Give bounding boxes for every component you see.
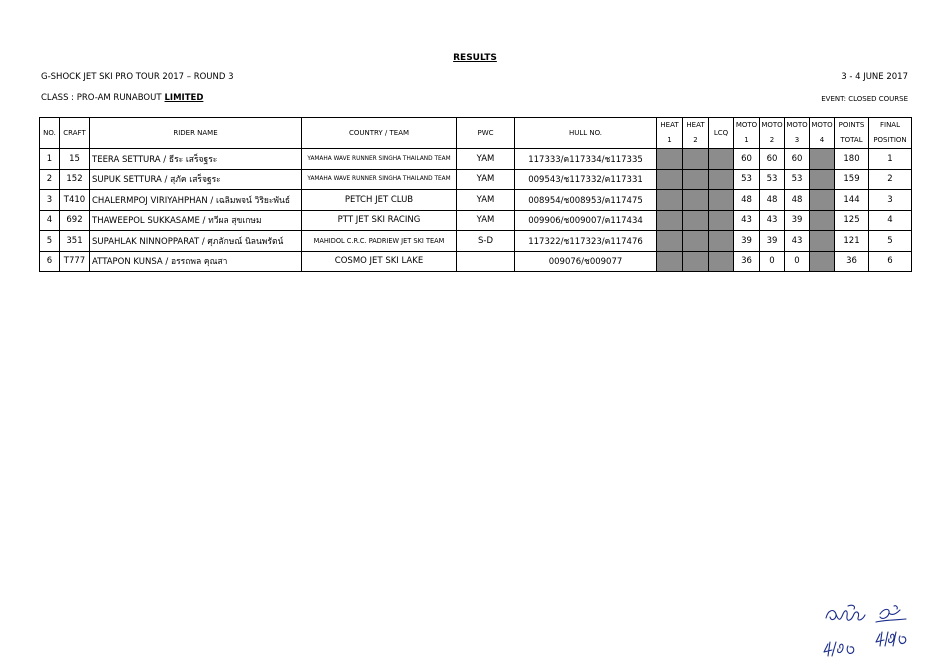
cell-heat1 (657, 169, 683, 190)
cell-heat2 (683, 190, 709, 211)
cell-position: 3 (869, 190, 912, 211)
signature-underline-right (876, 619, 906, 622)
cell-heat2 (683, 231, 709, 252)
cell-position: 6 (869, 251, 912, 272)
cell-rider: THAWEEPOL SUKKASAME / ทวีผล สุขเกษม (90, 210, 302, 231)
cell-rider: CHALERMPOJ VIRIYAHPHAN / เฉลิมพจน์ วิริยะพันธ์ (90, 190, 302, 211)
cell-hull: 009906/ช009007/ค117434 (515, 210, 657, 231)
cell-heat2 (683, 149, 709, 170)
cell-team: PETCH JET CLUB (302, 190, 457, 211)
cell-moto3: 53 (785, 169, 810, 190)
cell-heat2 (683, 169, 709, 190)
cell-craft: 692 (60, 210, 90, 231)
col-craft: CRAFT (60, 118, 90, 149)
cell-team: YAMAHA WAVE RUNNER SINGHA THAILAND TEAM (302, 149, 457, 170)
cell-moto1: 60 (734, 149, 760, 170)
cell-position: 2 (869, 169, 912, 190)
cell-position: 1 (869, 149, 912, 170)
cell-hull: 009076/ช009077 (515, 251, 657, 272)
cell-moto4 (810, 149, 835, 170)
cell-team: YAMAHA WAVE RUNNER SINGHA THAILAND TEAM (302, 169, 457, 190)
col-moto1-num: 1 (734, 133, 760, 149)
col-heat1: HEAT (657, 118, 683, 134)
cell-moto3: 39 (785, 210, 810, 231)
cell-craft: 351 (60, 231, 90, 252)
cell-heat1 (657, 210, 683, 231)
event-dates: 3 - 4 JUNE 2017 (841, 72, 908, 82)
cell-lcq (709, 190, 734, 211)
event-name: G-SHOCK JET SKI PRO TOUR 2017 – ROUND 3 (41, 72, 234, 82)
col-lcq: LCQ (709, 118, 734, 149)
class-limited: LIMITED (164, 93, 204, 103)
col-final: FINAL (869, 118, 912, 134)
cell-heat1 (657, 251, 683, 272)
col-moto4: MOTO (810, 118, 835, 134)
cell-lcq (709, 149, 734, 170)
cell-moto3: 48 (785, 190, 810, 211)
cell-heat2 (683, 251, 709, 272)
cell-hull: 009543/ช117332/ค117331 (515, 169, 657, 190)
cell-heat1 (657, 149, 683, 170)
cell-moto2: 0 (760, 251, 785, 272)
cell-no: 4 (40, 210, 60, 231)
cell-craft: T777 (60, 251, 90, 272)
cell-no: 6 (40, 251, 60, 272)
cell-hull: 117333/ค117334/ช117335 (515, 149, 657, 170)
cell-pwc: YAM (457, 190, 515, 211)
cell-moto2: 43 (760, 210, 785, 231)
cell-no: 5 (40, 231, 60, 252)
cell-rider: SUPAHLAK NINNOPPARAT / ศุภลักษณ์ นิลนพรัตน์ (90, 231, 302, 252)
table-row (40, 169, 912, 190)
cell-moto2: 39 (760, 231, 785, 252)
page-title: RESULTS (453, 53, 497, 63)
cell-moto4 (810, 231, 835, 252)
cell-heat1 (657, 231, 683, 252)
cell-hull: 008954/ช008953/ค117475 (515, 190, 657, 211)
cell-moto4 (810, 210, 835, 231)
cell-lcq (709, 210, 734, 231)
results-table (39, 117, 912, 272)
col-final-position: POSITION (869, 133, 912, 149)
cell-pwc: YAM (457, 149, 515, 170)
table-row (40, 149, 912, 170)
table-row (40, 190, 912, 211)
cell-hull: 117322/ช117323/ค117476 (515, 231, 657, 252)
col-heat2: HEAT (683, 118, 709, 134)
signature-stroke-left (826, 611, 865, 621)
cell-no: 2 (40, 169, 60, 190)
cell-moto3: 43 (785, 231, 810, 252)
col-moto4-num: 4 (810, 133, 835, 149)
cell-rider: SUPUK SETTURA / สุภัค เสร็จฐระ (90, 169, 302, 190)
cell-lcq (709, 251, 734, 272)
cell-lcq (709, 169, 734, 190)
cell-position: 5 (869, 231, 912, 252)
cell-moto1: 36 (734, 251, 760, 272)
col-heat1-num: 1 (657, 133, 683, 149)
col-points-total: TOTAL (835, 133, 869, 149)
cell-moto2: 60 (760, 149, 785, 170)
col-team: COUNTRY / TEAM (302, 118, 457, 149)
cell-craft: T410 (60, 190, 90, 211)
event-type: EVENT: CLOSED COURSE (821, 95, 908, 103)
cell-moto1: 39 (734, 231, 760, 252)
cell-pwc: S-D (457, 231, 515, 252)
cell-moto1: 43 (734, 210, 760, 231)
cell-no: 3 (40, 190, 60, 211)
signature-date-left (824, 642, 854, 656)
cell-moto4 (810, 251, 835, 272)
cell-craft: 152 (60, 169, 90, 190)
col-no: NO. (40, 118, 60, 149)
cell-moto3: 0 (785, 251, 810, 272)
cell-team: COSMO JET SKI LAKE (302, 251, 457, 272)
cell-moto2: 53 (760, 169, 785, 190)
cell-moto1: 48 (734, 190, 760, 211)
signature-date-right (876, 632, 906, 646)
cell-moto2: 48 (760, 190, 785, 211)
cell-team: PTT JET SKI RACING (302, 210, 457, 231)
col-moto3-num: 3 (785, 133, 810, 149)
cell-total: 180 (835, 149, 869, 170)
col-moto3: MOTO (785, 118, 810, 134)
cell-moto1: 53 (734, 169, 760, 190)
cell-rider: ATTAPON KUNSA / อรรถพล คุณสา (90, 251, 302, 272)
col-hull: HULL NO. (515, 118, 657, 149)
cell-no: 1 (40, 149, 60, 170)
cell-total: 159 (835, 169, 869, 190)
cell-total: 121 (835, 231, 869, 252)
table-row (40, 251, 912, 272)
cell-pwc: YAM (457, 210, 515, 231)
cell-moto4 (810, 190, 835, 211)
col-moto2: MOTO (760, 118, 785, 134)
cell-rider: TEERA SETTURA / ธีระ เสร็จฐระ (90, 149, 302, 170)
signature-stroke-right (880, 606, 900, 619)
handwritten-signature (818, 600, 923, 660)
cell-craft: 15 (60, 149, 90, 170)
cell-team: MAHIDOL C.R.C. PADRIEW JET SKI TEAM (302, 231, 457, 252)
col-points: POINTS (835, 118, 869, 134)
col-rider: RIDER NAME (90, 118, 302, 149)
cell-heat2 (683, 210, 709, 231)
cell-lcq (709, 231, 734, 252)
cell-position: 4 (869, 210, 912, 231)
table-row (40, 231, 912, 252)
cell-pwc (457, 251, 515, 272)
col-moto2-num: 2 (760, 133, 785, 149)
cell-total: 125 (835, 210, 869, 231)
class-prefix: CLASS : PRO-AM RUNABOUT (41, 93, 162, 103)
col-heat2-num: 2 (683, 133, 709, 149)
col-pwc: PWC (457, 118, 515, 149)
class-line (41, 93, 203, 103)
signature-accent-left (848, 605, 855, 609)
cell-moto3: 60 (785, 149, 810, 170)
cell-heat1 (657, 190, 683, 211)
cell-total: 36 (835, 251, 869, 272)
cell-pwc: YAM (457, 169, 515, 190)
cell-total: 144 (835, 190, 869, 211)
cell-moto4 (810, 169, 835, 190)
table-row (40, 210, 912, 231)
col-moto1: MOTO (734, 118, 760, 134)
